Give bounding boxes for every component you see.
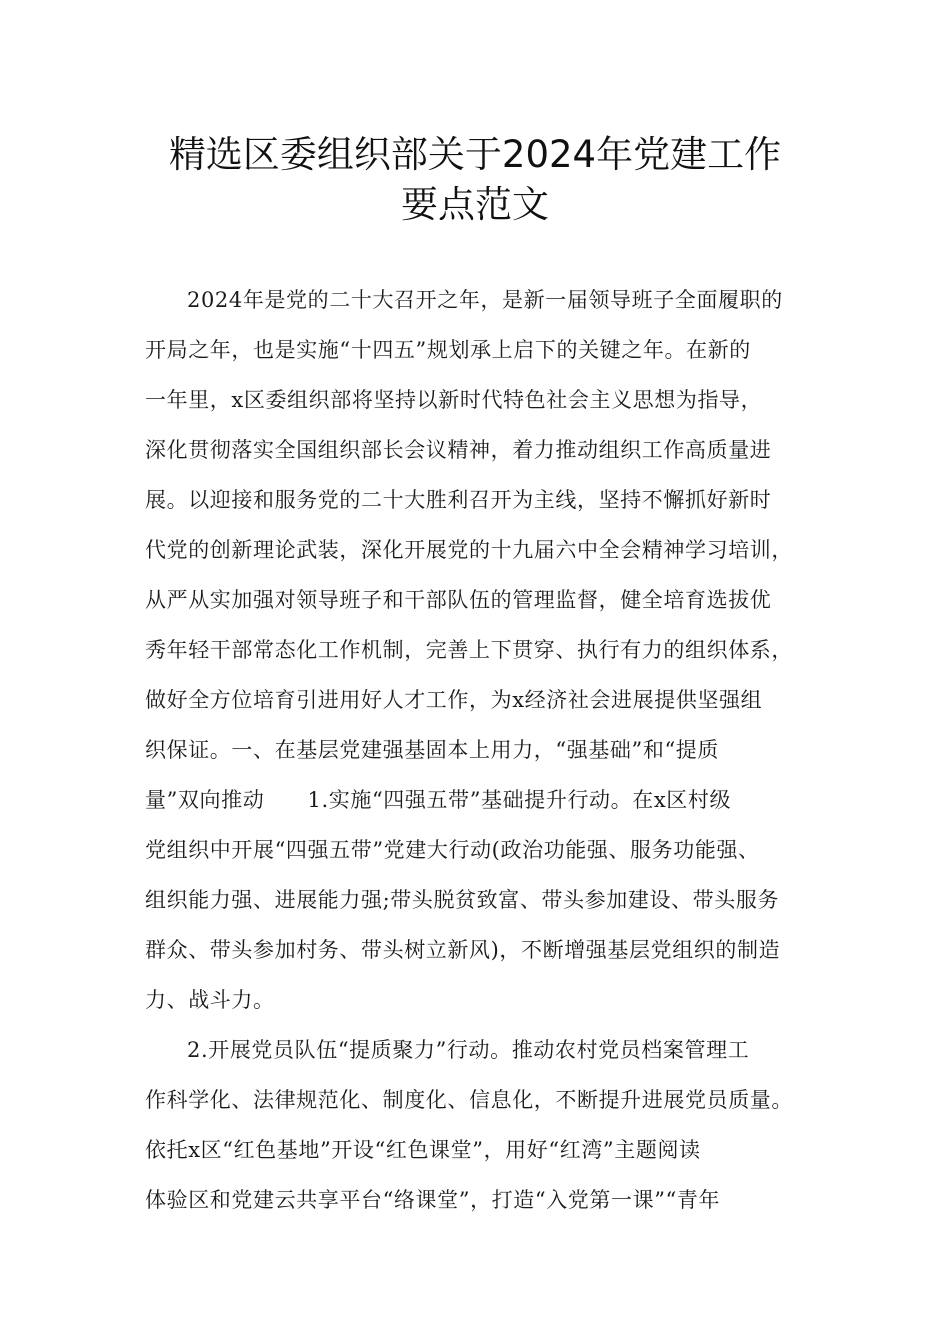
paragraph-line: 从严从实加强对领导班子和干部队伍的管理监督，健全培育选拔优 xyxy=(145,588,772,612)
paragraph-line: 2.开展党员队伍“提质聚力”行动。推动农村党员档案管理工 xyxy=(187,1038,750,1062)
document-title-line-1: 精选区委组织部关于2024年党建工作 xyxy=(168,133,782,176)
paragraph-line: 做好全方位培育引进用好人才工作，为x经济社会进展提供坚强组 xyxy=(145,688,763,712)
paragraph-line: 一年里，x区委组织部将坚持以新时代特色社会主义思想为指导， xyxy=(145,388,763,412)
paragraph-line: 深化贯彻落实全国组织部长会议精神，着力推动组织工作高质量进 xyxy=(145,438,772,462)
paragraph-line: 展。以迎接和服务党的二十大胜利召开为主线，坚持不懈抓好新时 xyxy=(145,488,772,512)
paragraph-line: 力、战斗力。 xyxy=(145,988,275,1012)
paragraph-line: 体验区和党建云共享平台“络课堂”，打造“入党第一课”“青年 xyxy=(145,1188,721,1212)
paragraph-line: 党组织中开展“四强五带”党建大行动(政治功能强、服务功能强、 xyxy=(145,838,760,862)
paragraph-line: 组织能力强、进展能力强;带头脱贫致富、带头参加建设、带头服务 xyxy=(145,888,780,912)
paragraph-line: 群众、带头参加村务、带头树立新风)，不断增强基层党组织的制造 xyxy=(145,938,781,962)
paragraph-line: 代党的创新理论武装，深化开展党的十九届六中全会精神学习培训， xyxy=(145,538,793,562)
paragraph-line: 开局之年，也是实施“十四五”规划承上启下的关键之年。在新的 xyxy=(145,338,751,362)
paragraph-line: 秀年轻干部常态化工作机制，完善上下贯穿、执行有力的组织体系， xyxy=(145,638,793,662)
paragraph-line: 量”双向推动 1.实施“四强五带”基础提升行动。在x区村级 xyxy=(145,788,732,812)
document-title-line-2: 要点范文 xyxy=(401,183,549,226)
paragraph-line: 依托x区“红色基地”开设“红色课堂”，用好“红湾”主题阅读 xyxy=(145,1138,701,1162)
paragraph-line: 2024年是党的二十大召开之年，是新一届领导班子全面履职的 xyxy=(187,288,783,312)
paragraph-line: 作科学化、法律规范化、制度化、信息化，不断提升进展党员质量。 xyxy=(145,1088,793,1112)
paragraph-line: 织保证。一、在基层党建强基固本上用力，“强基础”和“提质 xyxy=(145,738,720,762)
